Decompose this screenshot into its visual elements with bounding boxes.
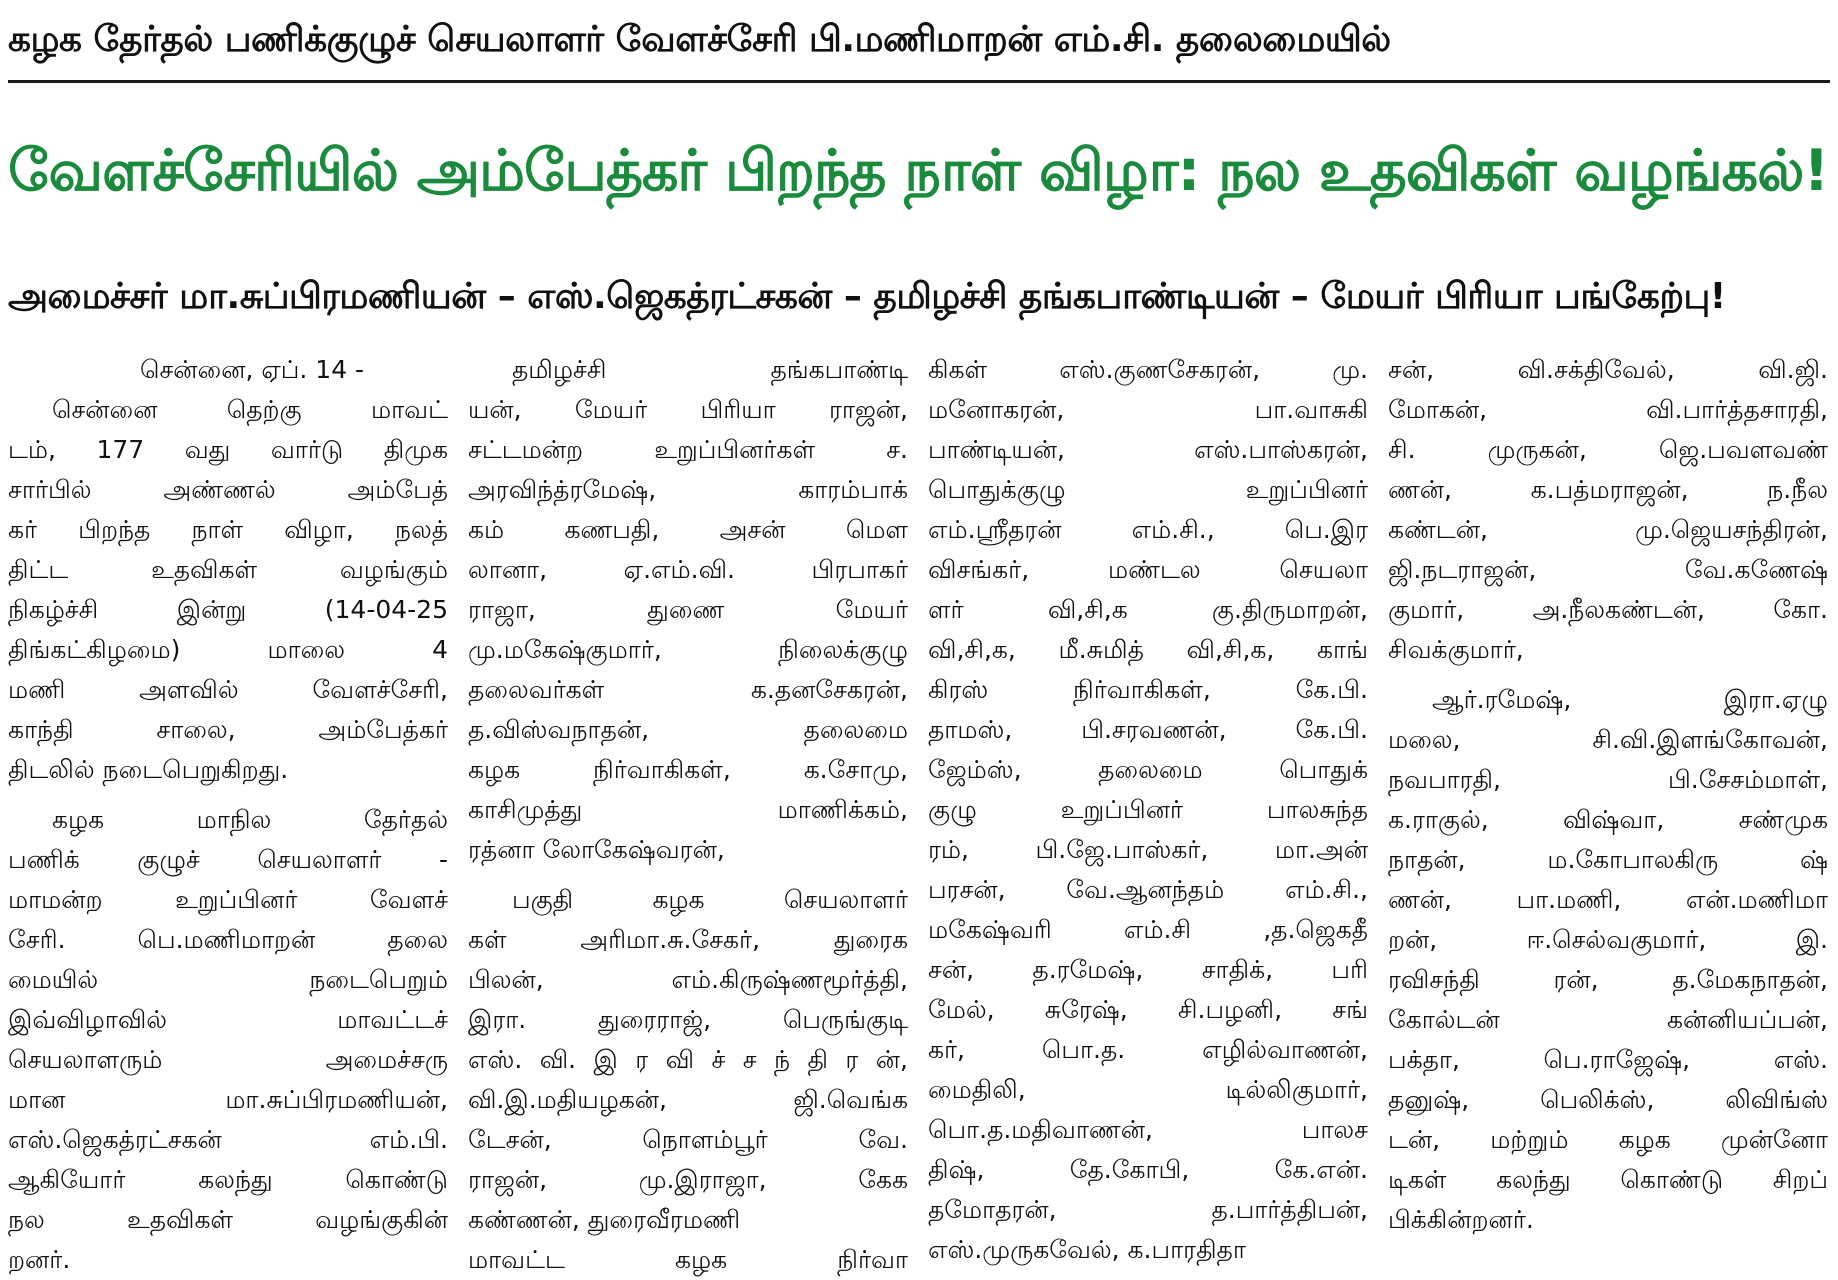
article-line: சன், த.ரமேஷ், சாதிக், பரி — [928, 955, 1368, 984]
article-line: பகுதி கழக செயலாளர் — [512, 885, 908, 914]
kicker-line: கழக தேர்தல் பணிக்குழுச் செயலாளர் வேளச்சேரி பி.மணிமாறன் எம்.சி. தலைமையில் — [8, 19, 1391, 60]
article-line: ரவிசந்தி ரன், த.மேகநாதன், — [1388, 965, 1828, 994]
article-line: பணிக் குழுச் செயலாளர் - — [8, 845, 448, 874]
article-line: வி,சி,க, மீ.சுமித் வி,சி,க, காங் — [928, 635, 1368, 664]
article-line: நிகழ்ச்சி இன்று (14-04-25 — [8, 595, 448, 624]
article-line: இவ்விழாவில் மாவட்டச் — [8, 1005, 448, 1034]
article-line: பாண்டியன், எஸ்.பாஸ்கரன், — [928, 435, 1368, 464]
article-line: காசிமுத்து மாணிக்கம், — [468, 795, 908, 824]
article-line: டம், 177 வது வார்டு திமுக — [8, 435, 448, 464]
article-line: ராஜன், மு.இராஜா, கேக — [468, 1165, 908, 1194]
article-line: சேரி. பெ.மணிமாறன் தலை — [8, 925, 448, 954]
article-line: சன், வி.சக்திவேல், வி.ஜி. — [1388, 355, 1828, 384]
article-line: கழக நிர்வாகிகள், க.சோமு, — [468, 755, 908, 784]
article-column-3 — [928, 350, 1368, 1264]
article-line: சார்பில் அண்ணல் அம்பேத் — [8, 475, 448, 504]
article-column-4 — [1388, 350, 1828, 1234]
article-line: எஸ். வி. இ ர வி ச் ச ந் தி ர ன், — [468, 1045, 908, 1074]
article-line: கண்ணன், துரைவீரமணி — [468, 1205, 741, 1234]
article-line: சட்டமன்ற உறுப்பினர்கள் ச. — [468, 435, 908, 464]
article-line: ஜி.நடராஜன், வே.கணேஷ் — [1388, 555, 1828, 584]
article-line: திஷ், தே.கோபி, கே.என். — [928, 1155, 1368, 1184]
article-line: மான மா.சுப்பிரமணியன், — [8, 1085, 448, 1114]
article-line: யன், மேயர் பிரியா ராஜன், — [468, 395, 908, 424]
article-line: மேல், சுரேஷ், சி.பழனி, சங் — [928, 995, 1368, 1024]
article-line: குழு உறுப்பினர் பாலசுந்த — [928, 795, 1368, 824]
article-line: ராஜா, துணை மேயர் — [468, 595, 908, 624]
article-line: ரத்னா லோகேஷ்வரன், — [468, 835, 725, 864]
article-line: தமிழச்சி தங்கபாண்டி — [512, 355, 908, 384]
article-line: கள் அரிமா.சு.சேகர், துரைக — [468, 925, 908, 954]
article-line: மைதிலி, டில்லிகுமார், — [928, 1075, 1368, 1104]
article-line: விசங்கர், மண்டல செயலா — [928, 555, 1368, 584]
article-line: காந்தி சாலை, அம்பேத்கர் — [8, 715, 448, 744]
article-line: ணன், க.பத்மராஜன், ந.நீல — [1388, 475, 1828, 504]
kicker-rule — [8, 80, 1830, 83]
article-line: பொதுக்குழு உறுப்பினர் — [928, 475, 1368, 504]
article-line: றன், ஈ.செல்வகுமார், இ. — [1388, 925, 1828, 954]
subheadline: அமைச்சர் மா.சுப்பிரமணியன் – எஸ்.ஜெகத்ரட்சகன் – தமிழச்சி தங்கபாண்டியன் – மேயர் பிரியா பங்கேற்பு! — [8, 276, 1726, 317]
article-line: திடலில் நடைபெறுகிறது. — [8, 755, 289, 784]
article-line: அரவிந்த்ரமேஷ், காரம்பாக் — [468, 475, 908, 504]
article-line: சிவக்குமார், — [1388, 635, 1524, 664]
article-line: பக்தா, பெ.ராஜேஷ், எஸ். — [1388, 1045, 1828, 1074]
article-line: றனர். — [8, 1245, 71, 1274]
article-line: நாதன், ம.கோபாலகிரு ஷ் — [1388, 845, 1828, 874]
article-line: சி. முருகன், ஜெ.பவளவண் — [1388, 435, 1828, 464]
article-line: ஜேம்ஸ், தலைமை பொதுக் — [928, 755, 1368, 784]
article-line: கண்டன், மு.ஜெயசந்திரன், — [1388, 515, 1828, 544]
article-body — [8, 350, 1830, 1274]
article-line: கம் கணபதி, அசன் மௌ — [468, 515, 908, 544]
article-line: தலைவர்கள் க.தனசேகரன், — [468, 675, 908, 704]
article-line: திங்கட்கிழமை) மாலை 4 — [8, 635, 448, 664]
article-line: க.ராகுல், விஷ்வா, சண்முக — [1388, 805, 1828, 834]
article-line: கர் பிறந்த நாள் விழா, நலத் — [8, 515, 448, 544]
article-line: ஆர்.ரமேஷ், இரா.ஏழு — [1432, 685, 1828, 714]
article-line: லானா, ஏ.எம்.வி. பிரபாகர் — [468, 555, 908, 584]
article-line: கர், பொ.த. எழில்வாணன், — [928, 1035, 1368, 1064]
article-line: த.விஸ்வநாதன், தலைமை — [468, 715, 908, 744]
article-line: ணன், பா.மணி, என்.மணிமா — [1388, 885, 1828, 914]
article-line: தாமஸ், பி.சரவணன், கே.பி. — [928, 715, 1368, 744]
article-line: சென்னை, ஏப். 14 - — [140, 355, 365, 384]
article-line: எஸ்.முருகவேல், க.பாரதிதா — [928, 1235, 1246, 1264]
article-line: மகேஷ்வரி எம்.சி ,த.ஜெகதீ — [928, 915, 1368, 944]
article-line: நல உதவிகள் வழங்குகின் — [8, 1205, 448, 1234]
article-column-2 — [468, 350, 908, 1274]
article-line: மாமன்ற உறுப்பினர் வேளச் — [8, 885, 448, 914]
article-line: சென்னை தெற்கு மாவட் — [52, 395, 448, 424]
article-line: எம்.ஸ்ரீதரன் எம்.சி., பெ.இர — [928, 515, 1368, 544]
article-line: ரம், பி.ஜே.பாஸ்கர், மா.அன் — [928, 835, 1368, 864]
article-line: தனுஷ், பெலிக்ஸ், லிவிங்ஸ் — [1388, 1085, 1828, 1114]
article-line: மு.மகேஷ்குமார், நிலைக்குழு — [468, 635, 908, 664]
article-line: பரசன், வே.ஆனந்தம் எம்.சி., — [928, 875, 1368, 904]
article-line: மனோகரன், பா.வாசுகி — [928, 395, 1368, 424]
article-line: ஆகியோர் கலந்து கொண்டு — [8, 1165, 448, 1194]
article-line: மாவட்ட கழக நிர்வா — [468, 1245, 908, 1274]
article-line: மோகன், வி.பார்த்தசாரதி, — [1388, 395, 1828, 424]
article-line: மலை, சி.வி.இளங்கோவன், — [1388, 725, 1828, 754]
article-line: கிரஸ் நிர்வாகிகள், கே.பி. — [928, 675, 1368, 704]
article-line: பொ.த.மதிவாணன், பாலச — [928, 1115, 1368, 1144]
article-line: தமோதரன், த.பார்த்திபன், — [928, 1195, 1368, 1224]
article-line: குமார், அ.நீலகண்டன், கோ. — [1388, 595, 1828, 624]
article-line: மையில் நடைபெறும் — [8, 965, 448, 994]
article-line: ளர் வி,சி,க கு.திருமாறன், — [928, 595, 1368, 624]
article-line: டன், மற்றும் கழக முன்னோ — [1388, 1125, 1828, 1154]
article-line: கோல்டன் கன்னியப்பன், — [1388, 1005, 1828, 1034]
article-line: கிகள் எஸ்.குணசேகரன், மு. — [928, 355, 1368, 384]
article-line: வி.இ.மதியழகன், ஜி.வெங்க — [468, 1085, 908, 1114]
article-line: நவபாரதி, பி.சேசம்மாள், — [1388, 765, 1828, 794]
article-line: டிகள் கலந்து கொண்டு சிறப் — [1388, 1165, 1828, 1194]
article-line: செயலாளரும் அமைச்சரு — [8, 1045, 448, 1074]
article-line: திட்ட உதவிகள் வழங்கும் — [8, 555, 448, 584]
article-line: கழக மாநில தேர்தல் — [52, 805, 448, 834]
article-line: பிலன், எம்.கிருஷ்ணமூர்த்தி, — [468, 965, 908, 994]
article-line: எஸ்.ஜெகத்ரட்சகன் எம்.பி. — [8, 1125, 448, 1154]
article-line: டேசன், நொளம்பூர் வே. — [468, 1125, 908, 1154]
headline: வேளச்சேரியில் அம்பேத்கர் பிறந்த நாள் விழா: நல உதவிகள் வழங்கல்! — [8, 138, 1829, 204]
article-line: பிக்கின்றனர். — [1388, 1205, 1534, 1234]
article-column-1 — [8, 350, 448, 1274]
article-line: இரா. துரைராஜ், பெருங்குடி — [468, 1005, 908, 1034]
article-line: மணி அளவில் வேளச்சேரி, — [8, 675, 448, 704]
